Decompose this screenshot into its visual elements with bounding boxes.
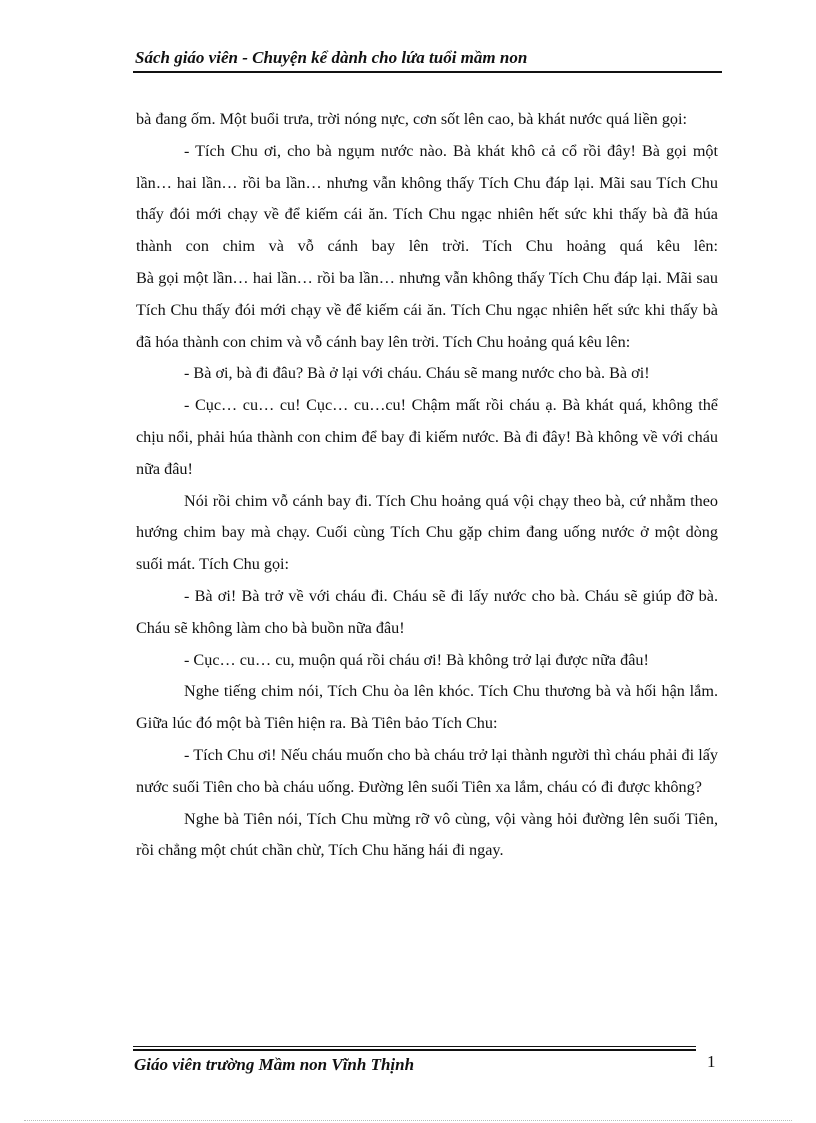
paragraph-10: - Tích Chu ơi! Nếu cháu muốn cho bà cháu trở lại thành người thì cháu phải đi lấy nước suối Tiên cho bà cháu uống. Đường lên suối Tiên xa lắm, cháu có đi được không? <box>136 745 718 796</box>
document-body <box>136 104 718 867</box>
footer-divider-thin <box>133 1046 696 1047</box>
paragraph-6: Nói rồi chim vỗ cánh bay đi. Tích Chu hoảng quá vội chạy theo bà, cứ nhằm theo hướng chim bay mà chạy. Cuối cùng Tích Chu gặp chim đang uống nước ở một dòng suối mát. Tích Chu gọi: <box>136 491 718 574</box>
header-title: Sách giáo viên - Chuyện kể dành cho lứa tuổi mầm non <box>135 48 528 67</box>
page-number: 1 <box>707 1052 716 1071</box>
page-bottom-border <box>24 1120 792 1121</box>
footer-title: Giáo viên trường Mầm non Vĩnh Thịnh <box>134 1055 415 1074</box>
paragraph-2: - Tích Chu ơi, cho bà ngụm nước nào. Bà khát khô cả cổ rồi đây! Bà gọi một lần… hai lần… rồi ba lần… nhưng vẫn không thấy Tích Chu đáp lại. Mãi sau Tích Chu thấy đói mới chạy về để kiếm cái ăn. Tích Chu ngạc nhiên hết sức khi thấy bà đã húa thành con chim và vỗ cánh bay lên trời. Tích Chu hoảng quá kêu lên: <box>136 141 718 256</box>
paragraph-9: Nghe tiếng chim nói, Tích Chu òa lên khóc. Tích Chu thương bà và hối hận lắm. Giữa lúc đó một bà Tiên hiện ra. Bà Tiên bảo Tích Chu: <box>136 682 718 733</box>
paragraph-4: - Bà ơi, bà đi đâu? Bà ở lại với cháu. Cháu sẽ mang nước cho bà. Bà ơi! <box>184 364 650 383</box>
paragraph-5: - Cục… cu… cu! Cục… cu…cu! Chậm mất rồi cháu ạ. Bà khát quá, không thể chịu nổi, phải húa thành con chim để bay đi kiếm nước. Bà đi đây! Bà không về với cháu nữa đâu! <box>136 396 718 478</box>
paragraph-11: Nghe bà Tiên nói, Tích Chu mừng rỡ vô cùng, vội vàng hỏi đường lên suối Tiên, rồi chẳng một chút chần chừ, Tích Chu hăng hái đi ngay. <box>136 809 718 860</box>
footer-divider-thick <box>133 1049 696 1051</box>
paragraph-3: Bà gọi một lần… hai lần… rồi ba lần… nhưng vẫn không thấy Tích Chu đáp lại. Mãi sau Tích Chu thấy đói mới chạy về để kiếm cái ăn. Tích Chu ngạc nhiên hết sức khi thấy bà đã hóa thành con chim và vỗ cánh bay lên trời. Tích Chu hoảng quá kêu lên: <box>136 268 718 351</box>
paragraph-1: bà đang ốm. Một buổi trưa, trời nóng nực, cơn sốt lên cao, bà khát nước quá liền gọi: <box>136 110 687 128</box>
paragraph-8: - Cục… cu… cu, muộn quá rồi cháu ơi! Bà không trở lại được nữa đâu! <box>184 650 649 669</box>
paragraph-7: - Bà ơi! Bà trở về với cháu đi. Cháu sẽ đi lấy nước cho bà. Cháu sẽ giúp đỡ bà. Cháu sẽ không làm cho bà buồn nữa đâu! <box>136 586 718 637</box>
header-divider <box>133 71 722 73</box>
